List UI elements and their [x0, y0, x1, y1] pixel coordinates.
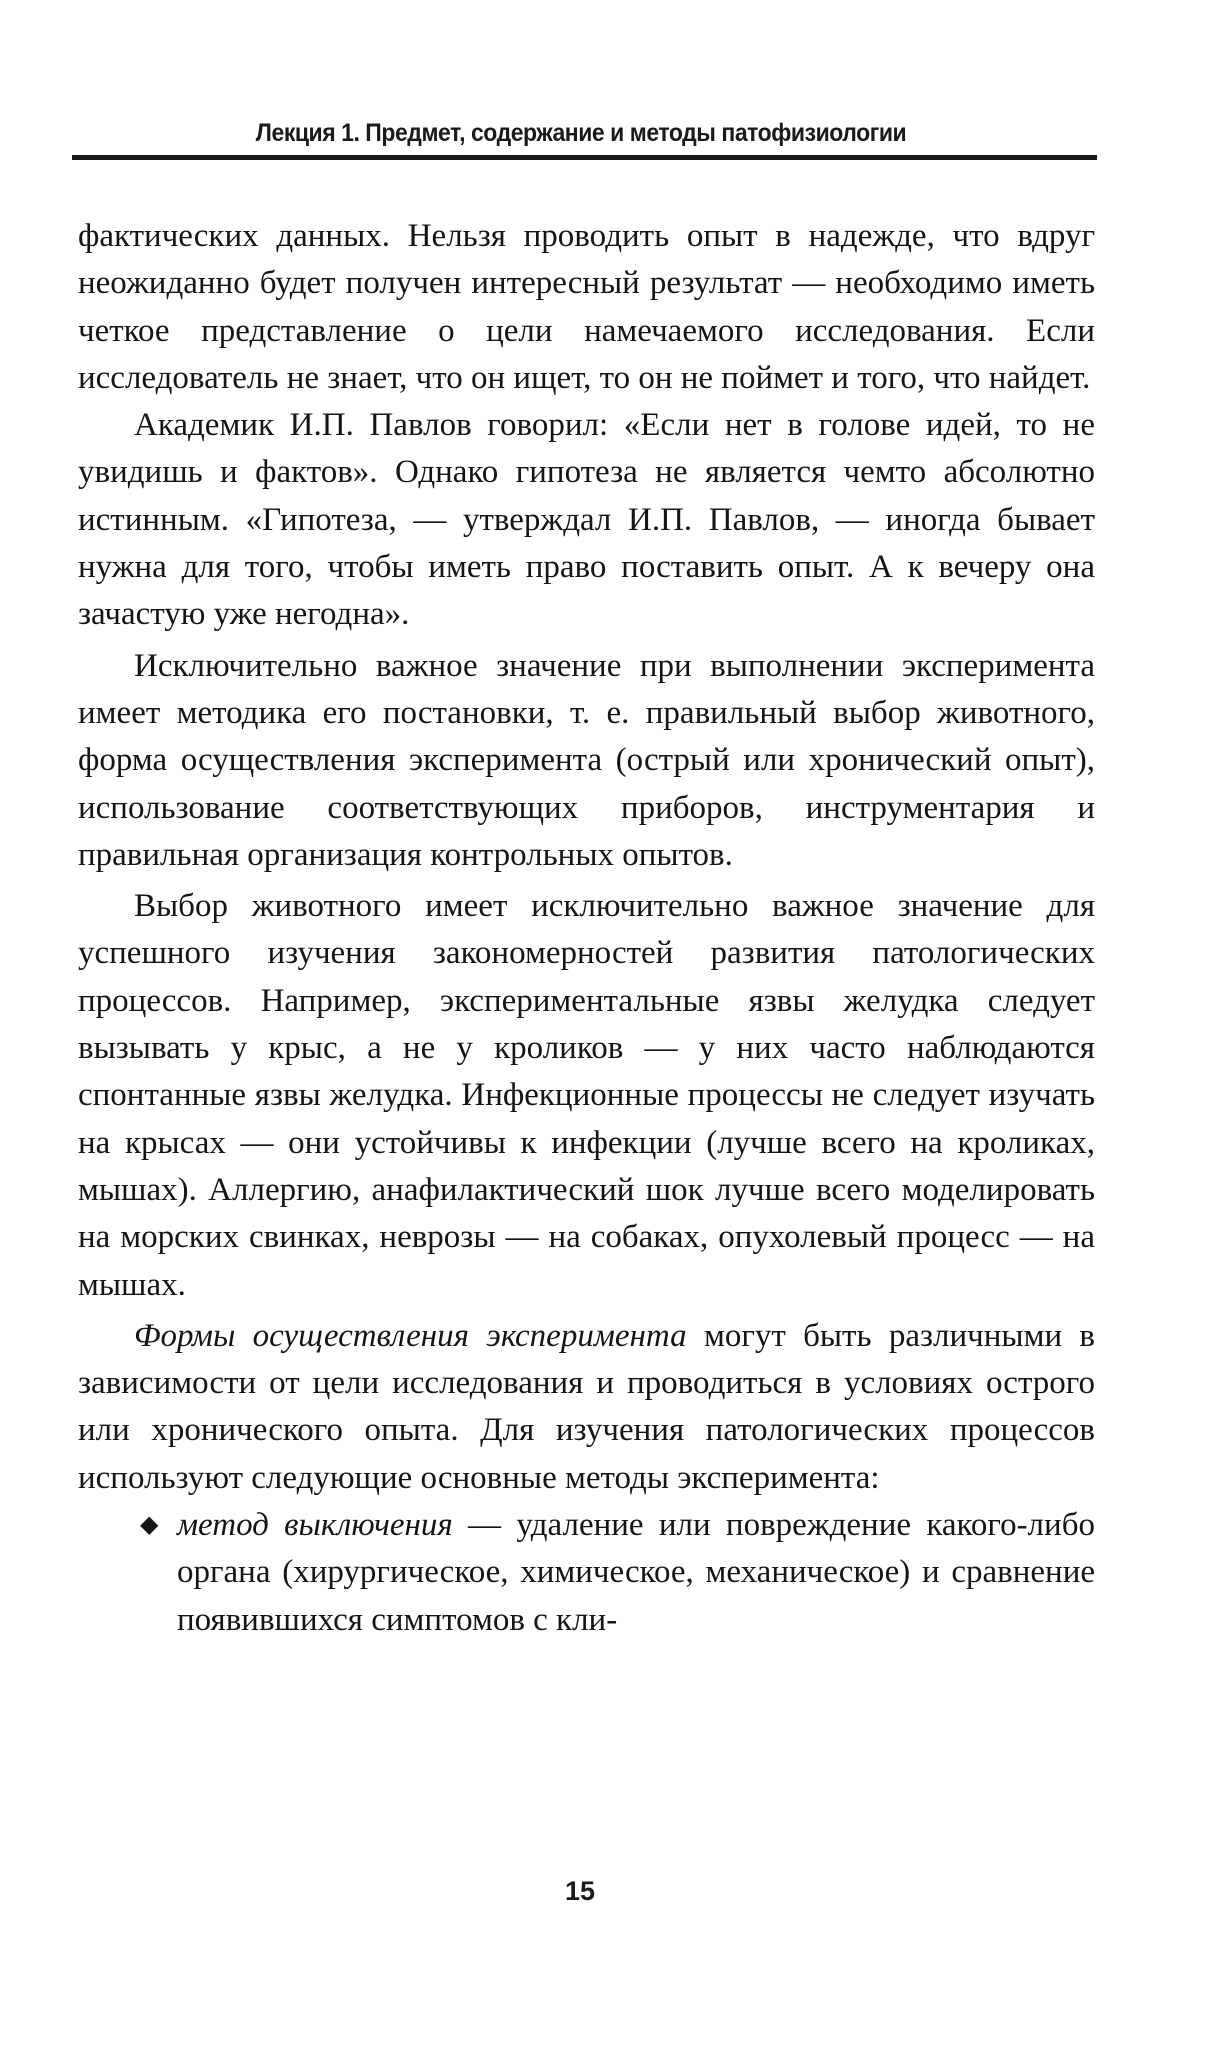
running-head: Лекция 1. Предмет, содержание и методы патофизиологии	[255, 119, 907, 147]
page-number: 15	[564, 1876, 596, 1906]
header-rule	[72, 155, 1097, 160]
paragraph-4: Выбор животного имеет исключительно важное значение для успешного изучения закономерностей развития патологических процессов. Например, экспериментальные язвы желудка следует вызывать у крыс, а не у кроликов — у них часто наблюдаются спонтанные язвы желудка. Инфекционные процессы не следует изучать на крысах — они устойчивы к инфекции (лучше всего на кроликах, мышах). Аллергию, анафилактический шок лучше всего моделировать на морских свинках, неврозы — на собаках, опухолевый процесс — на мышах.	[78, 888, 1095, 1303]
paragraph-5-italic: Формы осуществления эксперимента	[134, 1317, 687, 1354]
list-item-text: — удаление или повреждение какого-либо органа (хирургическое, химическое, механическое) и сравнение появившихся симптомов с кли-	[177, 1507, 1095, 1638]
body-text	[78, 213, 1095, 1644]
paragraph-5	[78, 1313, 1095, 1502]
list-item-italic: метод выключения	[177, 1507, 453, 1544]
paragraph-3: Исключительно важное значение при выполнении эксперимента имеет методика его постановки, т. е. правильный выбор животного, форма осуществления эксперимента (острый или хронический опыт), использование соответствующих приборов, инструментария и правильная организация контрольных опытов.	[78, 647, 1095, 873]
list-item	[78, 1502, 1095, 1644]
paragraph-1: фактических данных. Нельзя проводить опыт в надежде, что вдруг неожиданно будет получен интересный результат — необходимо иметь четкое представление о цели намечаемого исследования. Если исследователь не знает, что он ищет, то он не поймет и того, что найдет.	[78, 218, 1095, 396]
diamond-bullet-icon: ◆	[140, 1512, 159, 1539]
paragraph-5-text: могут быть различными в зависимости от цели исследования и проводиться в условиях острого или хронического опыта. Для изучения патологических процессов используют следующие основные методы эксперимента:	[78, 1317, 1095, 1496]
paragraph-2: Академик И.П. Павлов говорил: «Если нет в голове идей, то не увидишь и фактов». Однако гипотеза не является чемто абсолютно истинным. «Гипотеза, — утверждал И.П. Павлов, — иногда бывает нужна для того, чтобы иметь право поставить опыт. А к вечеру она зачастую уже негодна».	[78, 407, 1095, 633]
